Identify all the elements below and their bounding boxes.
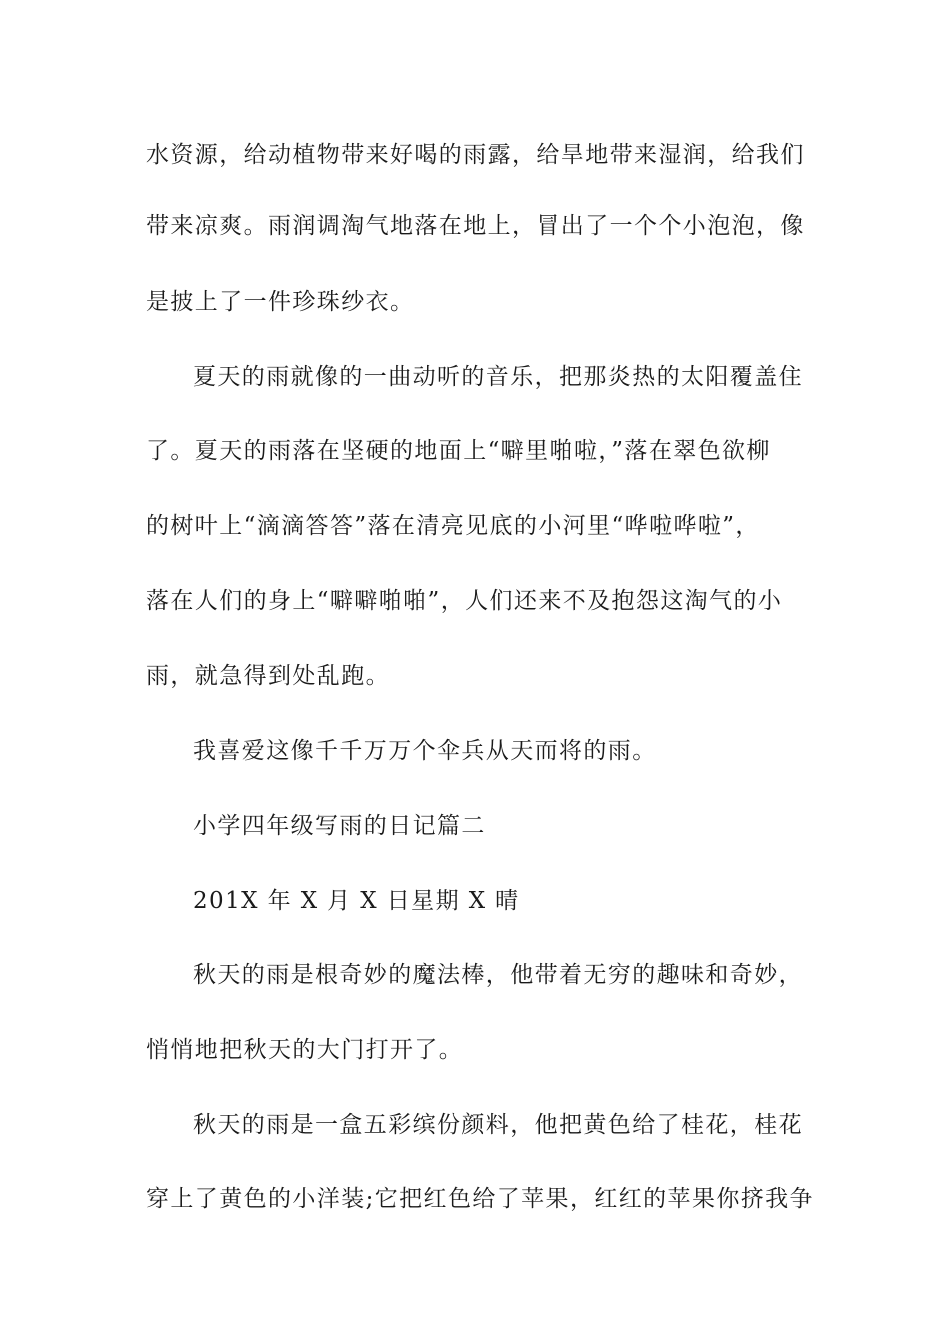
paragraph-line: 的树叶上“滴滴答答”落在清亮见底的小河里“哗啦哗啦”， [146, 513, 760, 539]
paragraph-line: 是披上了一件珍珠纱衣。 [146, 289, 415, 315]
paragraph-line: 雨，就急得到处乱跑。 [146, 663, 390, 689]
paragraph-line: 我喜爱这像千千万万个伞兵从天而将的雨。 [193, 738, 657, 764]
paragraph-line: 落在人们的身上“噼噼啪啪”，人们还来不及抱怨这淘气的小 [146, 588, 783, 614]
paragraph-line: 穿上了黄色的小洋装;它把红色给了苹果，红红的苹果你挤我争 [146, 1186, 814, 1212]
paragraph-line: 带来凉爽。雨润调淘气地落在地上，冒出了一个个小泡泡，像 [146, 213, 805, 239]
diary-date: 201X 年 X 月 X 日星期 X 晴 [193, 888, 520, 914]
paragraph-line: 水资源，给动植物带来好喝的雨露，给旱地带来湿润，给我们 [146, 142, 805, 168]
paragraph-line: 夏天的雨就像的一曲动听的音乐，把那炎热的太阳覆盖住 [193, 364, 803, 390]
section-heading: 小学四年级写雨的日记篇二 [193, 813, 486, 839]
paragraph-line: 了。夏天的雨落在坚硬的地面上“噼里啪啦，”落在翠色欲柳 [146, 438, 771, 464]
paragraph-line: 秋天的雨是根奇妙的魔法棒，他带着无穷的趣味和奇妙， [193, 962, 803, 988]
paragraph-line: 悄悄地把秋天的大门打开了。 [146, 1037, 464, 1063]
paragraph-line: 秋天的雨是一盒五彩缤份颜料，他把黄色给了桂花，桂花 [193, 1112, 803, 1138]
